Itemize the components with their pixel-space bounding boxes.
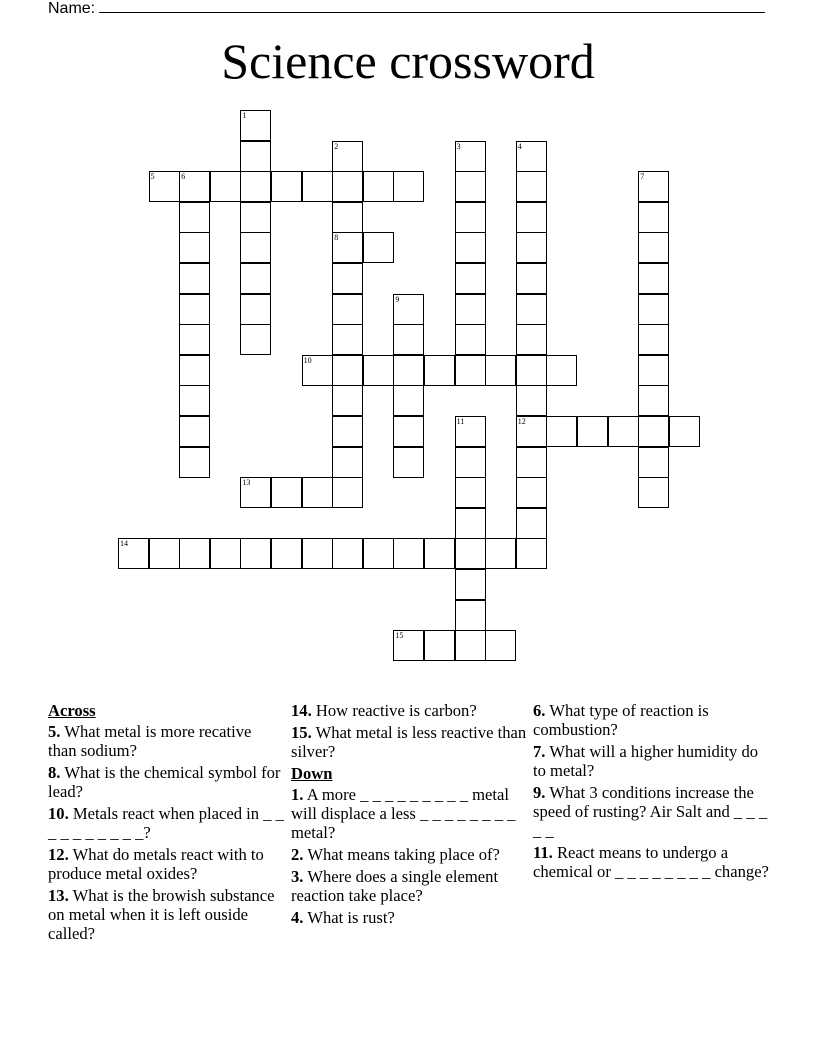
crossword-cell[interactable]	[393, 447, 424, 478]
crossword-cell[interactable]	[516, 477, 547, 508]
crossword-cell[interactable]	[516, 171, 547, 202]
clue-item	[533, 701, 769, 739]
clue-item-number: 15.	[291, 723, 312, 742]
clue-item-number: 11.	[533, 843, 553, 862]
clue-item-number: 13.	[48, 886, 69, 905]
crossword-cell[interactable]	[455, 447, 486, 478]
crossword-cell[interactable]	[271, 477, 302, 508]
clue-number: 11	[456, 417, 465, 426]
clue-item-number: 6.	[533, 701, 546, 720]
clue-number: 5	[150, 172, 155, 182]
crossword-cell[interactable]	[516, 232, 547, 263]
clue-item-number: 4.	[291, 908, 304, 927]
clue-number: 6	[181, 172, 186, 182]
clue-item-text: What is the chemical symbol for lead?	[48, 763, 281, 801]
crossword-cell[interactable]	[271, 538, 302, 569]
crossword-cell[interactable]	[455, 141, 486, 172]
clue-item	[291, 785, 527, 842]
clue-number: 12	[517, 417, 526, 426]
clue-item	[291, 701, 527, 720]
crossword-cell[interactable]	[393, 171, 424, 202]
crossword-cell[interactable]	[240, 110, 271, 141]
crossword-cell[interactable]	[393, 294, 424, 325]
clue-number: 15	[395, 631, 404, 641]
clue-item-number: 2.	[291, 845, 304, 864]
crossword-cell[interactable]	[455, 538, 486, 569]
clue-item	[48, 886, 284, 943]
crossword-cell[interactable]	[240, 171, 271, 202]
clue-item	[48, 763, 284, 801]
clue-item-text: A more _ _ _ _ _ _ _ _ _ metal will displace a less _ _ _ _ _ _ _ _ metal?	[291, 785, 516, 842]
clue-item	[533, 742, 769, 780]
crossword-cell[interactable]	[516, 141, 547, 172]
crossword-cell[interactable]	[393, 324, 424, 355]
crossword-cell[interactable]	[516, 294, 547, 325]
clue-heading: Down	[291, 764, 333, 783]
crossword-cell[interactable]	[516, 508, 547, 539]
clue-item-text: React means to undergo a chemical or _ _ _ _ _ _ _ _ change?	[533, 843, 769, 881]
clue-item-text: What is the browish substance on metal when it is left ouside called?	[48, 886, 275, 943]
crossword-cell[interactable]	[424, 538, 455, 569]
crossword-cell[interactable]	[638, 385, 669, 416]
crossword-cell[interactable]	[516, 416, 547, 447]
clue-heading: Across	[48, 701, 96, 720]
clue-item-text: What will a higher humidity do to metal?	[533, 742, 759, 780]
crossword-cell[interactable]	[455, 202, 486, 233]
crossword-cell[interactable]	[455, 508, 486, 539]
crossword-cell[interactable]	[332, 538, 363, 569]
crossword-cell[interactable]	[179, 232, 210, 263]
crossword-cell[interactable]	[638, 294, 669, 325]
crossword-cell[interactable]	[455, 171, 486, 202]
clue-item-number: 9.	[533, 783, 546, 802]
crossword-cell[interactable]	[363, 355, 394, 386]
crossword-cell[interactable]	[393, 538, 424, 569]
crossword-cell[interactable]	[240, 202, 271, 233]
crossword-cell[interactable]	[179, 355, 210, 386]
clue-item	[291, 723, 527, 761]
crossword-cell[interactable]	[332, 294, 363, 325]
clue-number: 4	[517, 141, 522, 151]
clue-item-number: 14.	[291, 701, 312, 720]
crossword-cell[interactable]	[455, 324, 486, 355]
clue-item-text: Metals react when placed in _ _ _ _ _ _ _ _ _ _?	[48, 804, 284, 842]
crossword-cell[interactable]	[332, 355, 363, 386]
crossword-cell[interactable]	[149, 538, 180, 569]
clue-item-text: What is rust?	[307, 908, 395, 927]
crossword-cell[interactable]	[179, 202, 210, 233]
crossword-cell[interactable]	[210, 538, 241, 569]
clue-item-number: 12.	[48, 845, 69, 864]
crossword-cell[interactable]	[179, 385, 210, 416]
crossword-cell[interactable]	[240, 294, 271, 325]
crossword-cell[interactable]	[393, 630, 424, 661]
crossword-cell[interactable]	[179, 538, 210, 569]
crossword-cell[interactable]	[516, 355, 547, 386]
crossword-cell[interactable]	[179, 263, 210, 294]
crossword-cell[interactable]	[455, 416, 486, 447]
crossword-cell[interactable]	[669, 416, 700, 447]
clue-item-number: 3.	[291, 867, 304, 886]
clue-number: 3	[456, 141, 461, 151]
crossword-cell[interactable]	[516, 324, 547, 355]
clue-item-number: 5.	[48, 722, 61, 741]
crossword-cell[interactable]	[638, 171, 669, 202]
clue-item	[48, 804, 284, 842]
crossword-cell[interactable]	[485, 538, 516, 569]
crossword-cell[interactable]	[608, 416, 639, 447]
crossword-cell[interactable]	[332, 447, 363, 478]
crossword-cell[interactable]	[332, 477, 363, 508]
clue-number: 2	[334, 141, 339, 151]
crossword-cell[interactable]	[638, 202, 669, 233]
crossword-cell[interactable]	[638, 416, 669, 447]
crossword-cell[interactable]	[455, 263, 486, 294]
clues-column-2	[291, 701, 527, 930]
clue-number: 8	[334, 233, 339, 243]
crossword-cell[interactable]	[638, 477, 669, 508]
crossword-cell[interactable]	[240, 477, 271, 508]
crossword-cell[interactable]	[393, 355, 424, 386]
crossword-cell[interactable]	[638, 324, 669, 355]
crossword-cell[interactable]	[638, 447, 669, 478]
crossword-cell[interactable]	[363, 538, 394, 569]
clue-item-number: 10.	[48, 804, 69, 823]
crossword-cell[interactable]	[638, 232, 669, 263]
crossword-cell[interactable]	[332, 416, 363, 447]
clue-number: 7	[640, 172, 645, 182]
clue-item-text: What type of reaction is combustion?	[533, 701, 709, 739]
crossword-cell[interactable]	[516, 202, 547, 233]
crossword-cell[interactable]	[179, 324, 210, 355]
crossword-cell[interactable]	[302, 171, 333, 202]
crossword-cell[interactable]	[455, 355, 486, 386]
crossword-cell[interactable]	[118, 538, 149, 569]
clue-number: 1	[242, 111, 247, 120]
clue-item-text: What 3 conditions increase the speed of rusting? Air Salt and _ _ _ _ _	[533, 783, 768, 840]
clue-item-text: What metal is less reactive than silver?	[291, 723, 527, 761]
crossword-cell[interactable]	[546, 416, 577, 447]
crossword-cell[interactable]	[516, 538, 547, 569]
crossword-cell[interactable]	[455, 477, 486, 508]
crossword-cell[interactable]	[332, 324, 363, 355]
clue-item-text: What metal is more recative than sodium?	[48, 722, 252, 760]
crossword-cell[interactable]	[546, 355, 577, 386]
clue-item-text: What means taking place of?	[307, 845, 500, 864]
clue-item	[291, 908, 527, 927]
crossword-cell[interactable]	[240, 324, 271, 355]
crossword-cell[interactable]	[302, 477, 333, 508]
crossword-cell[interactable]	[516, 385, 547, 416]
crossword-cell[interactable]	[179, 171, 210, 202]
crossword-cell[interactable]	[332, 232, 363, 263]
crossword-cell[interactable]	[210, 171, 241, 202]
crossword-cell[interactable]	[455, 569, 486, 600]
clue-item	[291, 845, 527, 864]
crossword-cell[interactable]	[638, 263, 669, 294]
crossword-cell[interactable]	[332, 385, 363, 416]
crossword-cell[interactable]	[179, 416, 210, 447]
clue-item-number: 8.	[48, 763, 61, 782]
crossword-cell[interactable]	[393, 416, 424, 447]
crossword-cell[interactable]	[240, 263, 271, 294]
crossword-cell[interactable]	[363, 171, 394, 202]
clue-item	[291, 867, 527, 905]
crossword-cell[interactable]	[363, 232, 394, 263]
crossword-cell[interactable]	[455, 630, 486, 661]
crossword-cell[interactable]	[240, 141, 271, 172]
clue-number: 9	[395, 294, 400, 304]
clue-item-text: Where does a single element reaction take place?	[291, 867, 499, 905]
crossword-cell[interactable]	[332, 263, 363, 294]
clue-item-text: How reactive is carbon?	[315, 701, 477, 720]
crossword-cell[interactable]	[149, 171, 180, 202]
crossword-cell[interactable]	[424, 355, 455, 386]
crossword-cell[interactable]	[455, 600, 486, 631]
clue-item-text: What do metals react with to produce metal oxides?	[48, 845, 264, 883]
clue-item	[533, 783, 769, 840]
clue-number: 14	[120, 539, 128, 549]
crossword-cell[interactable]	[455, 232, 486, 263]
page-title: Science crossword	[221, 33, 595, 89]
clue-item	[533, 843, 769, 881]
crossword-cell[interactable]	[638, 355, 669, 386]
crossword-cell[interactable]	[332, 202, 363, 233]
crossword-cell[interactable]	[424, 630, 455, 661]
crossword-cell[interactable]	[516, 447, 547, 478]
clue-number: 13	[242, 478, 251, 488]
crossword-cell[interactable]	[485, 630, 516, 661]
crossword-cell[interactable]	[332, 141, 363, 172]
clue-item	[48, 722, 284, 760]
crossword-cell[interactable]	[179, 294, 210, 325]
crossword-cell[interactable]	[302, 538, 333, 569]
clue-item	[48, 845, 284, 883]
clues-column-1	[48, 701, 284, 946]
name-label: Name:	[48, 0, 96, 17]
crossword-cell[interactable]	[516, 263, 547, 294]
crossword-cell[interactable]	[302, 355, 333, 386]
clue-item-number: 1.	[291, 785, 304, 804]
clue-number: 10	[303, 355, 312, 365]
crossword-cell[interactable]	[485, 355, 516, 386]
crossword-cell[interactable]	[393, 385, 424, 416]
clue-item-number: 7.	[533, 742, 546, 761]
crossword-cell[interactable]	[577, 416, 608, 447]
crossword-cell[interactable]	[332, 171, 363, 202]
crossword-cell[interactable]	[455, 294, 486, 325]
crossword-cell[interactable]	[271, 171, 302, 202]
crossword-cell[interactable]	[179, 447, 210, 478]
crossword-cell[interactable]	[240, 538, 271, 569]
clues-column-3	[533, 701, 769, 884]
crossword-cell[interactable]	[240, 232, 271, 263]
